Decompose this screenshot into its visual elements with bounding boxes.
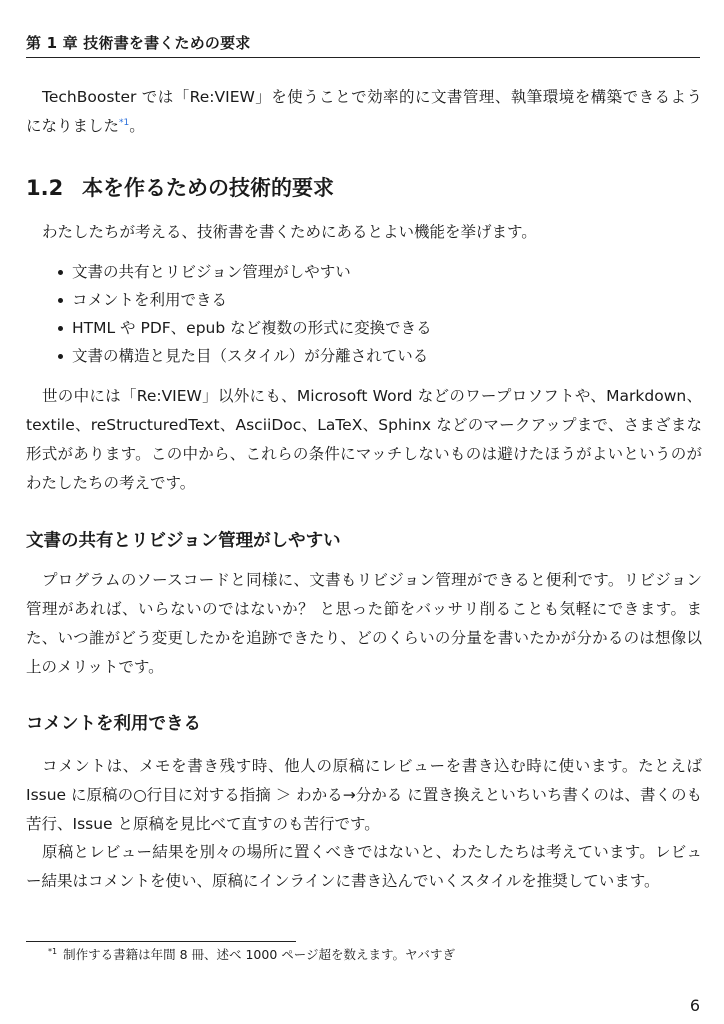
footnote-mark: *1 <box>48 946 58 956</box>
list-item: HTML や PDF、epub など複数の形式に変換できる <box>58 314 432 342</box>
list-item: 文書の構造と見た目（スタイル）が分離されている <box>58 342 432 370</box>
intro-text: TechBooster では「Re:VIEW」を使うことで効率的に文書管理、執筆環境を構築できるようになりました <box>26 88 702 135</box>
section-heading <box>26 172 334 202</box>
footnote-rule <box>26 941 296 942</box>
header-rule <box>26 57 700 58</box>
footnote-reference[interactable]: *1 <box>119 117 130 128</box>
section-number: 1.2 <box>26 176 64 200</box>
subsection-revision-body: プログラムのソースコードと同様に、文書もリビジョン管理ができると便利です。リビジョン管理があれば、いらないのではないか？ と思った節をバッサリ削ることも気軽にできます。また、いつ誰がどう変更したかを追跡できたり、どのくらいの分量を書いたかが分かるのは想像以上のメリットです。 <box>26 571 702 676</box>
subsection-comment-heading: コメントを利用できる <box>26 714 201 734</box>
running-header: 第 1 章 技術書を書くための要求 <box>26 34 251 52</box>
page-number: 6 <box>689 996 700 1015</box>
intro-paragraph <box>26 83 702 141</box>
footnote-text: 制作する書籍は年間 8 冊、述べ 1000 ページ超を数えます。ヤバすぎ <box>63 947 456 962</box>
list-item: 文書の共有とリビジョン管理がしやすい <box>58 258 432 286</box>
subsection-revision-heading: 文書の共有とリビジョン管理がしやすい <box>26 531 341 551</box>
footnote <box>48 946 455 964</box>
subsection-comment-body-2: 原稿とレビュー結果を別々の場所に置くべきではないと、わたしたちは考えています。レビュー結果はコメントを使い、原稿にインラインに書き込んでいくスタイルを推奨しています。 <box>26 843 702 890</box>
alternatives-paragraph: 世の中には「Re:VIEW」以外にも、Microsoft Word などのワープロソフトや、Markdown、textile、reStructuredText、AsciiDoc、LaTeX、Sphinx などのマークアップまで、さまざまな形式があります。この中から、これらの条件にマッチしないものは避けたほうがよいというのがわたしたちの考えです。 <box>26 387 702 492</box>
requirements-list <box>58 258 432 370</box>
list-item: コメントを利用できる <box>58 286 432 314</box>
section-intro-paragraph: わたしたちが考える、技術書を書くためにあるとよい機能を挙げます。 <box>42 223 537 241</box>
subsection-comment-body-1: コメントは、メモを書き残す時、他人の原稿にレビューを書き込む時に使います。たとえば Issue に原稿の○行目に対する指摘 ＞ わかる→分かる に置き換えといちいち書くのは、書くのも苦行、Issue と原稿を見比べて直すのも苦行です。 <box>26 757 702 833</box>
section-title: 本を作るための技術的要求 <box>82 176 334 200</box>
intro-end: 。 <box>129 117 145 135</box>
